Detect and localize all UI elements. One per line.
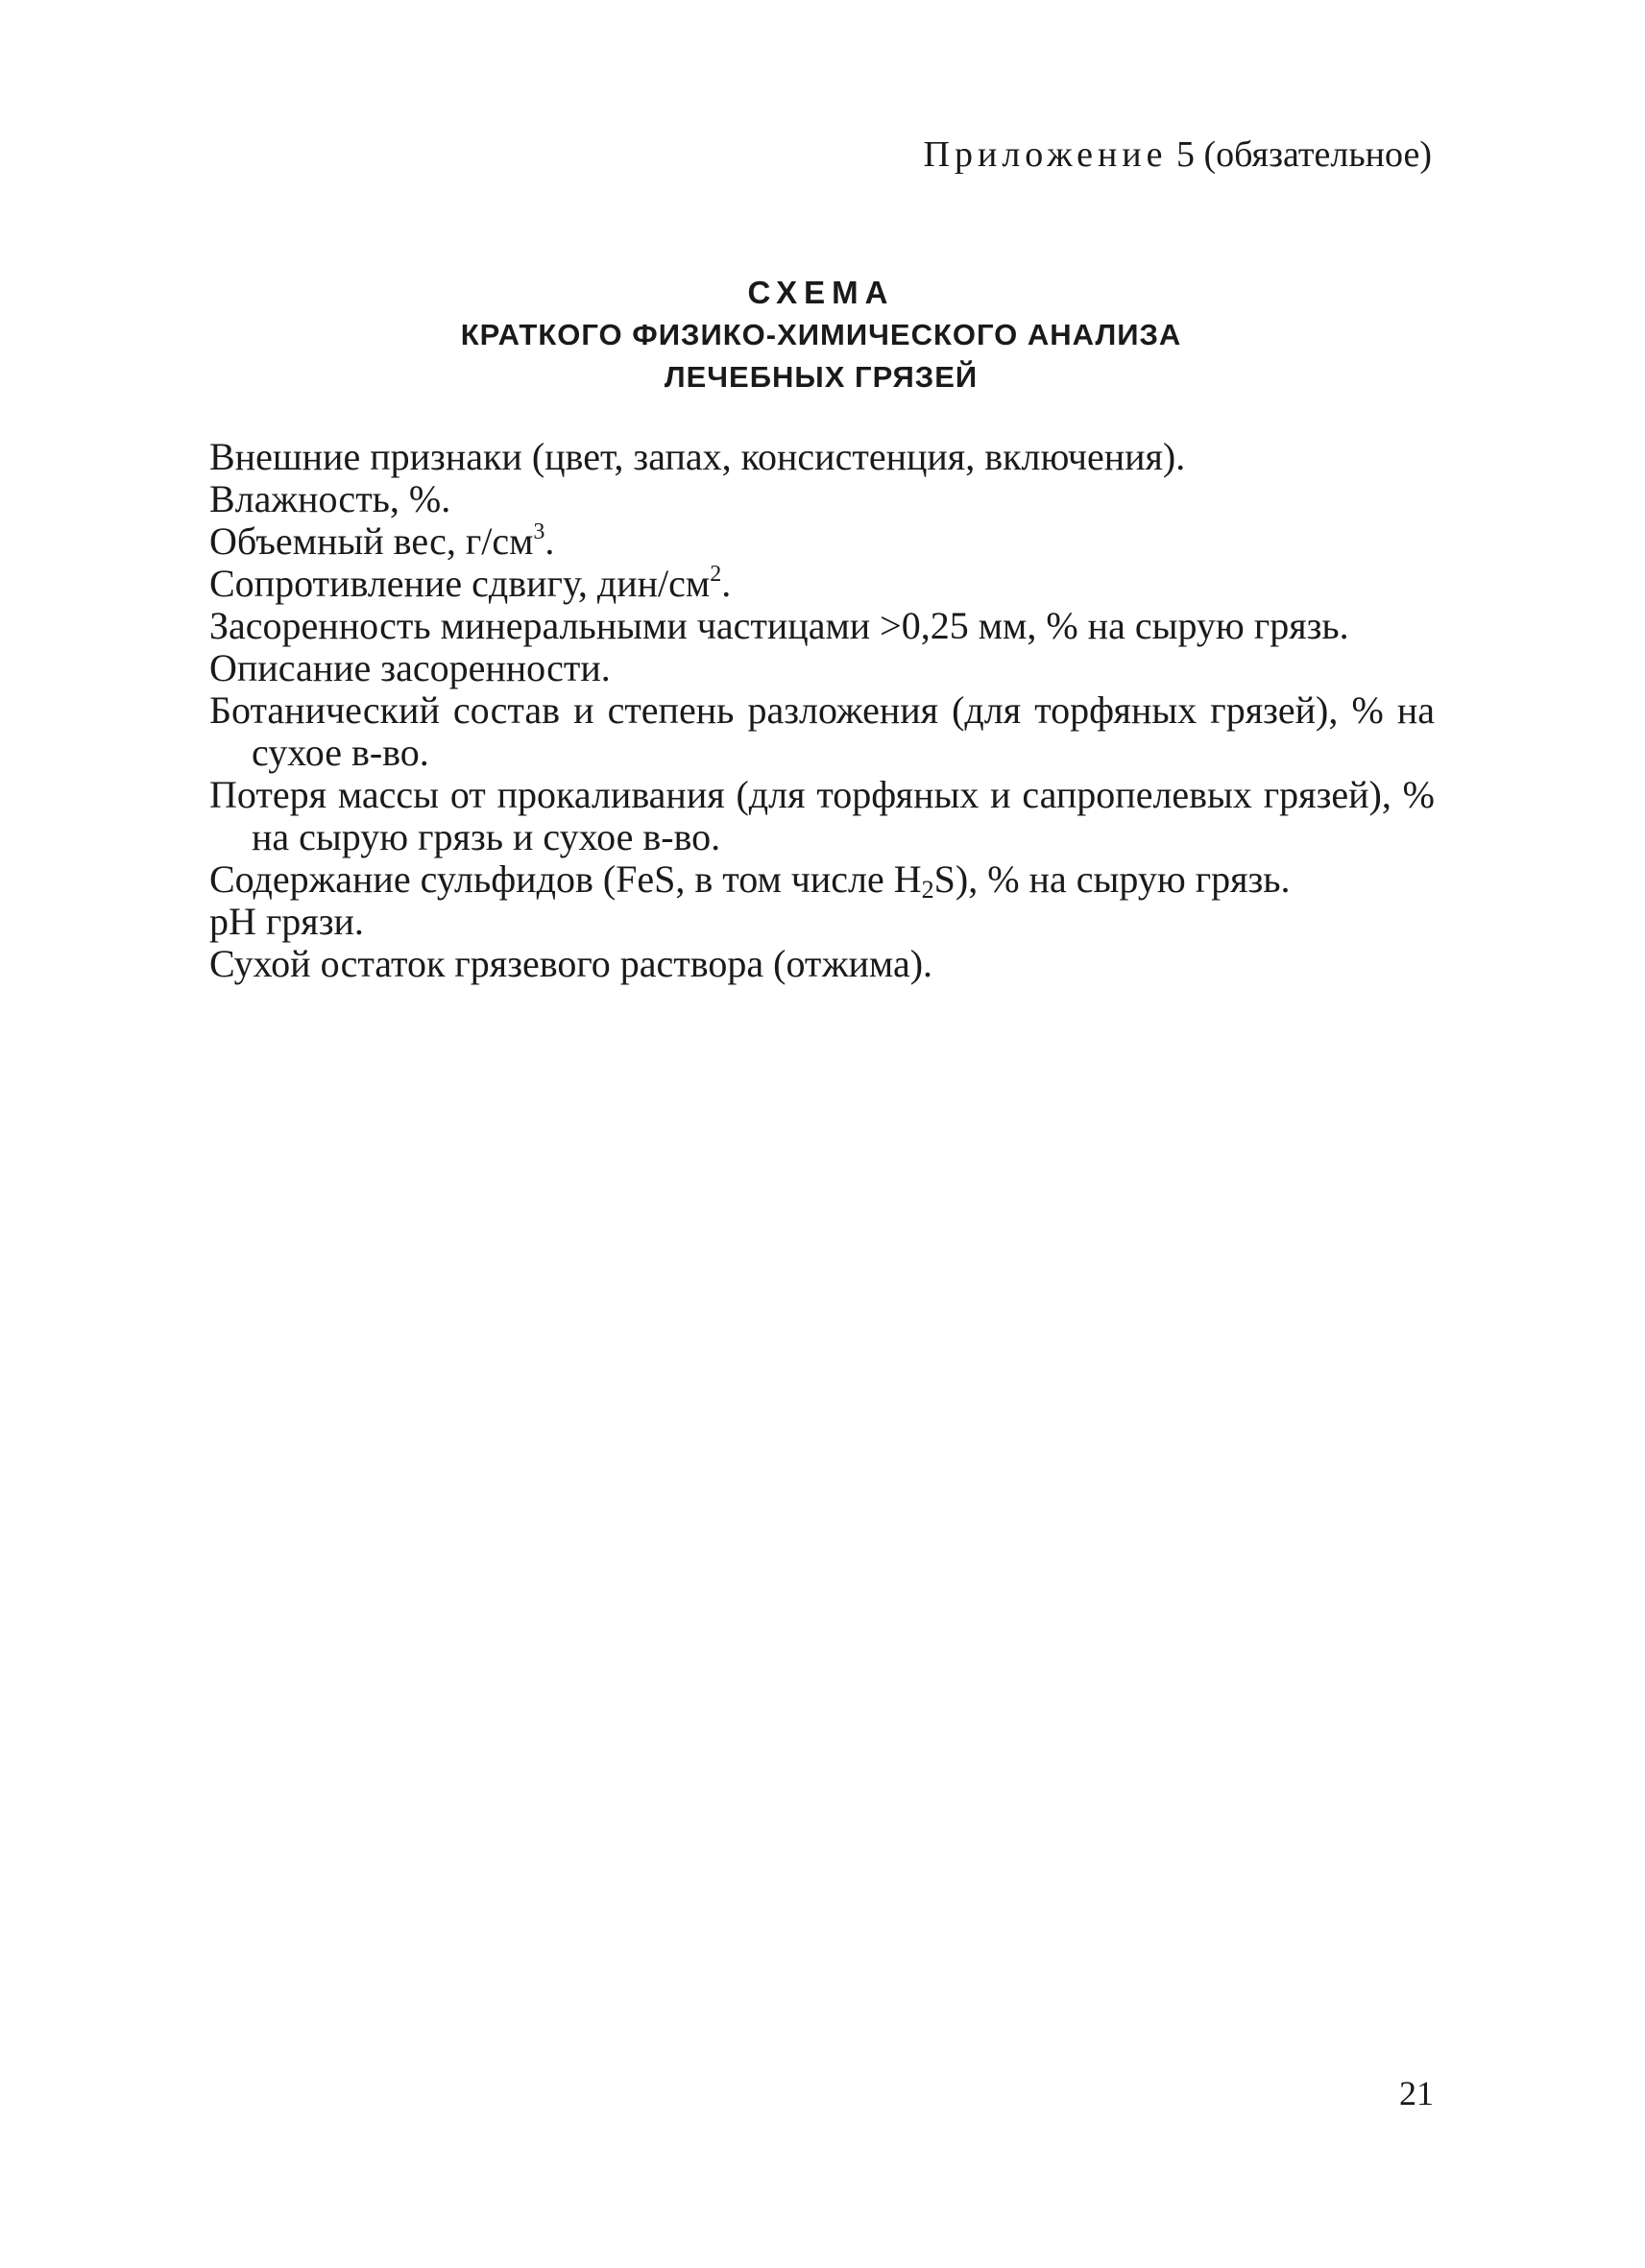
item-sulfides-before: Содержание сульфидов (FeS, в том числе H: [209, 857, 922, 901]
item-contamination: Засоренность минеральными частицами >0,25 мм, % на сырую грязь.: [209, 604, 1349, 647]
appendix-number: 5: [1176, 134, 1195, 175]
item-bulk-weight-sup: 3: [533, 519, 545, 544]
item-ignition-loss: Потеря массы от прокаливания (для торфяных и сапропелевых грязей), % на сырую грязь и сухое в-во.: [209, 773, 1435, 858]
appendix-label: [924, 133, 1432, 177]
analysis-items-list: [209, 436, 1435, 985]
document-title-line-1: СХЕМА: [747, 275, 895, 310]
appendix-note: (обязательное): [1203, 134, 1432, 175]
item-shear-resistance-sup: 2: [710, 562, 722, 587]
item-contamination-description: Описание засоренности.: [209, 646, 611, 689]
item-external-signs: Внешние признаки (цвет, запах, консистенция, включения).: [209, 435, 1186, 478]
item-sulfides-after: S), % на сырую грязь.: [933, 857, 1291, 901]
document-title-line-3: ЛЕЧЕБНЫХ ГРЯЗЕЙ: [664, 360, 979, 394]
item-bulk-weight-tail: .: [544, 519, 555, 563]
item-bulk-weight-text: Объемный вес, г/см: [209, 519, 534, 563]
item-sulfides: [209, 857, 1435, 904]
item-shear-resistance: [209, 563, 1435, 605]
document-title-line-2: КРАТКОГО ФИЗИКО-ХИМИЧЕСКОГО АНАЛИЗА: [460, 318, 1182, 351]
item-dry-residue: Сухой остаток грязевого раствора (отжима).: [209, 942, 933, 985]
page-number: 21: [1399, 2074, 1434, 2112]
item-ph: pH грязи.: [209, 900, 364, 943]
appendix-word: Приложение: [923, 134, 1168, 175]
item-shear-resistance-tail: .: [721, 562, 732, 605]
item-botanical: Ботанический состав и степень разложения (для торфяных грязей), % на сухое в-во.: [209, 688, 1435, 774]
item-bulk-weight: [209, 520, 1435, 563]
item-moisture: Влажность, %.: [209, 477, 451, 520]
item-sulfides-sub: 2: [921, 876, 934, 904]
item-shear-resistance-text: Сопротивление сдвигу, дин/см: [209, 562, 711, 605]
